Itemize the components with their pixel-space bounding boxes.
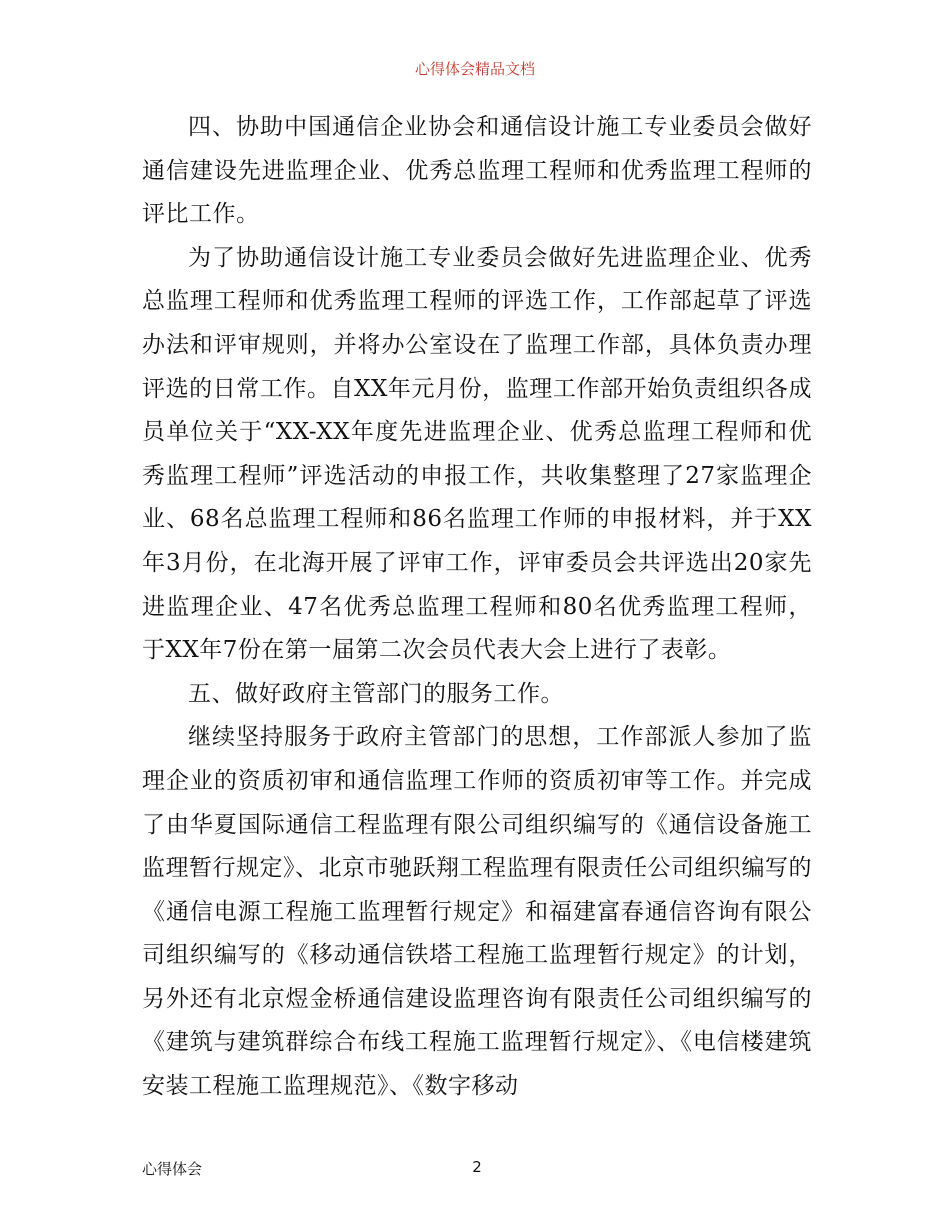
paragraph-government-service: 继续坚持服务于政府主管部门的思想，工作部派人参加了监理企业的资质初审和通信监理工作师的资质初审等工作。并完成了由华夏国际通信工程监理有限公司组织编写的《通信设备施工监理暂行规定》、北京市驰跃翔工程监理有限责任公司组织编写的《通信电源工程施工监理暂行规定》和福建富春通信咨询有限公司组织编写的《移动通信铁塔工程施工监理暂行规定》的计划，另外还有北京煜金桥通信建设监理咨询有限责任公司组织编写的《建筑与建筑群综合布线工程施工监理暂行规定》、《电信楼建筑安装工程施工监理规范》、《数字移动: [142, 724, 812, 1100]
footer-label: 心得体会: [142, 1160, 203, 1178]
paragraph-section-four-heading: 四、协助中国通信企业协会和通信设计施工专业委员会做好通信建设先进监理企业、优秀总监理工程师和优秀监理工程师的评比工作。: [142, 114, 812, 228]
paragraph-section-five-heading: 五、做好政府主管部门的服务工作。: [188, 680, 564, 707]
page-header: 心得体会精品文档: [414, 60, 535, 78]
document-body: [142, 106, 812, 1109]
paragraph-evaluation-work: 为了协助通信设计施工专业委员会做好先进监理企业、优秀总监理工程师和优秀监理工程师的评选工作，工作部起草了评选办法和评审规则，并将办公室设在了监理工作部，具体负责办理评选的日常工作。自XX年元月份，监理工作部开始负责组织各成员单位关于“XX-XX年度先进监理企业、优秀总监理工程师和优秀监理工程师”评选活动的申报工作，共收集整理了27家监理企业、68名总监理工程师和86名监理工作师的申报材料，并于XX年3月份，在北海开展了评审工作，评审委员会共评选出20家先进监理企业、47名优秀总监理工程师和80名优秀监理工程师，于XX年7份在第一届第二次会员代表大会上进行了表彰。: [142, 244, 812, 664]
page-number: 2: [472, 1158, 482, 1176]
page-footer: [142, 1158, 812, 1178]
